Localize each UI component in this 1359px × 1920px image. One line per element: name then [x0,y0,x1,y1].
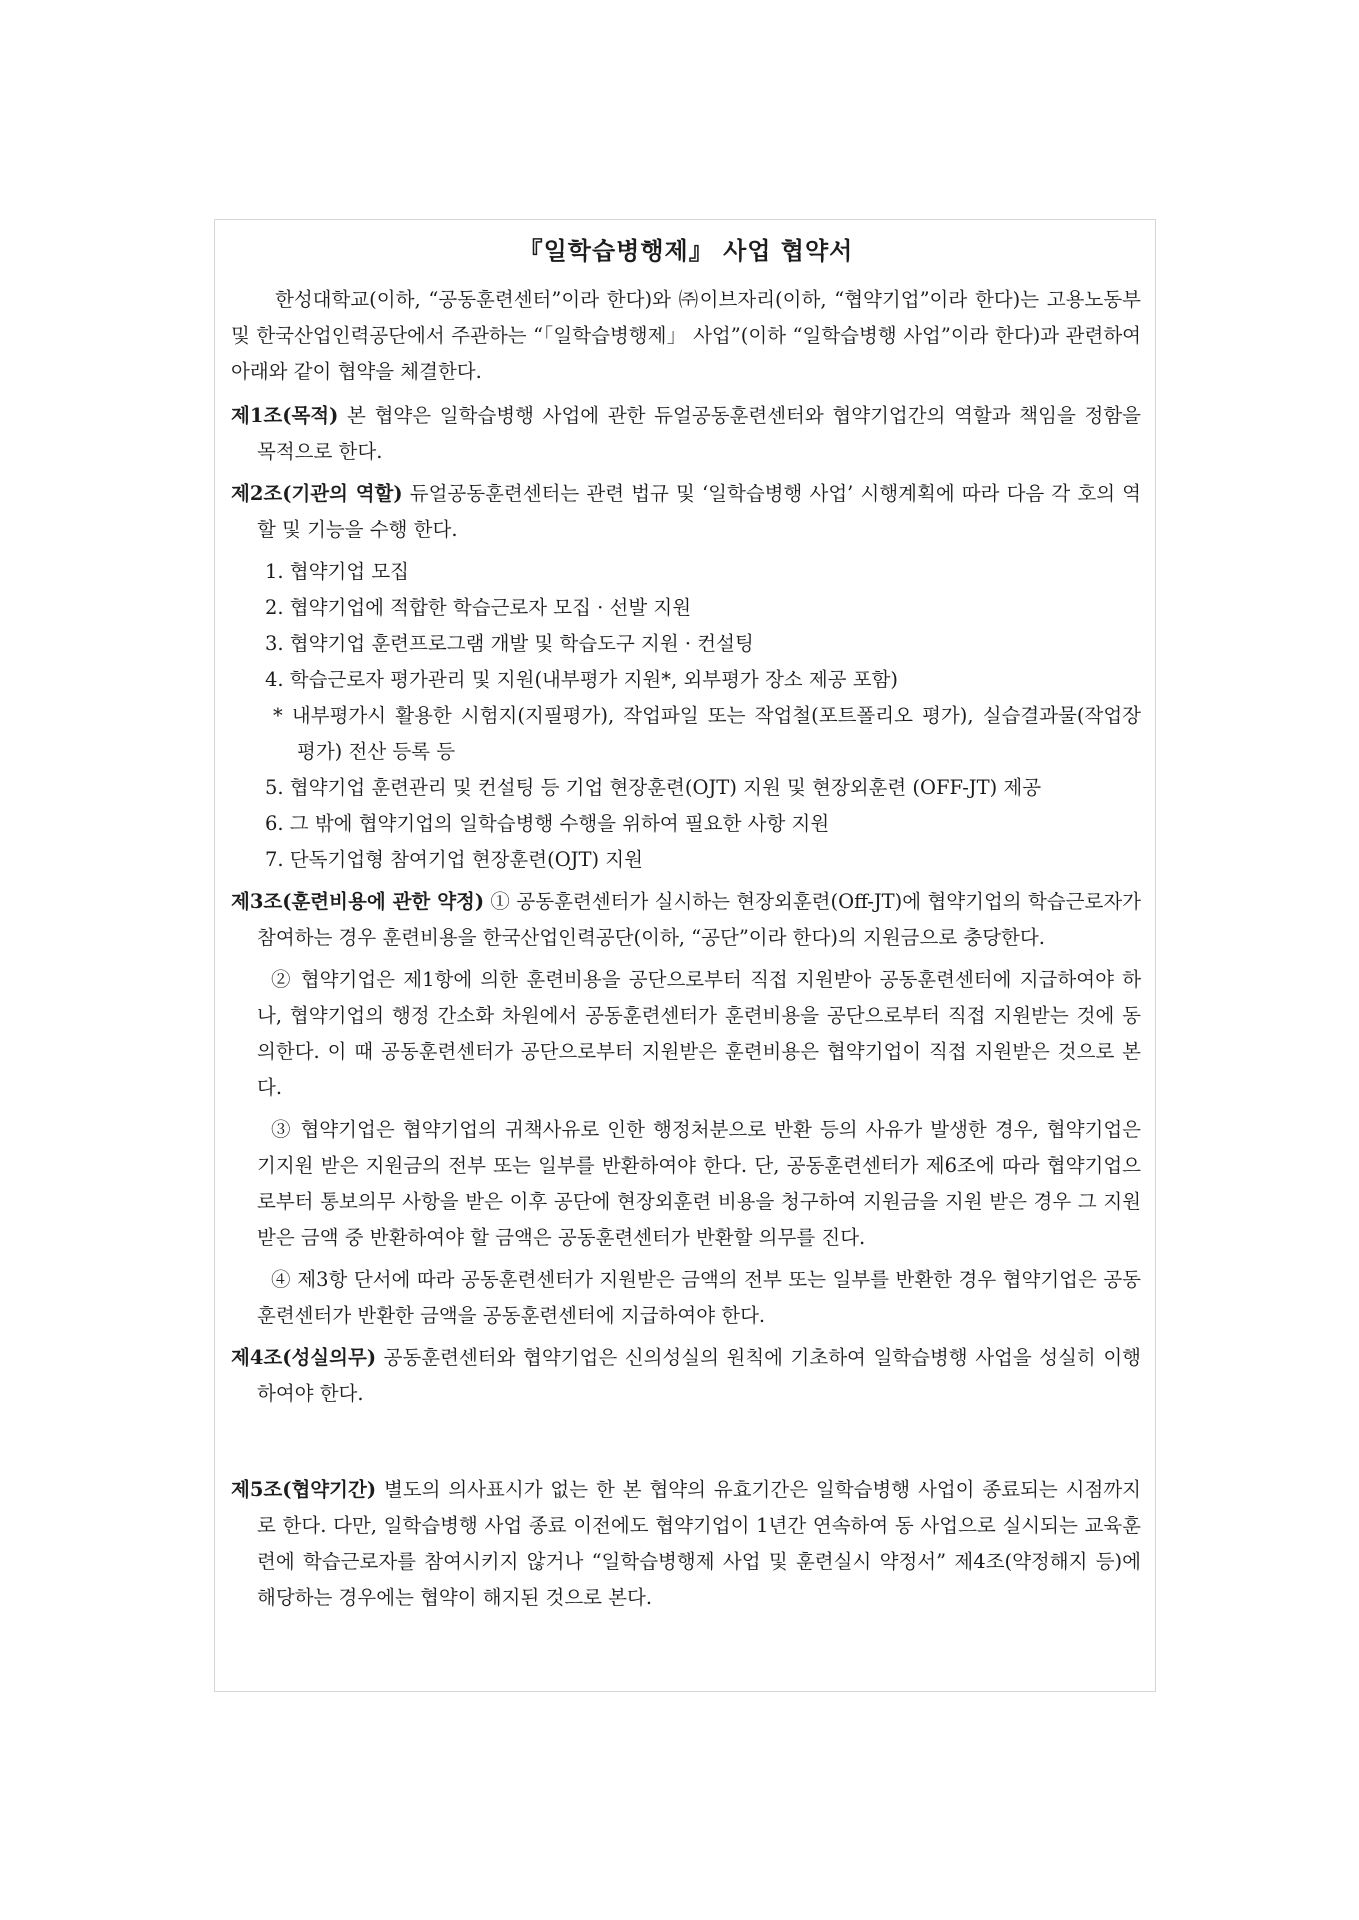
list-item: 3. 협약기업 훈련프로그램 개발 및 학습도구 지원 · 컨설팅 [265,632,754,655]
article-4-heading: 제4조(성실의무) [231,1346,377,1369]
agreement-document [214,219,1156,1692]
article-1-heading: 제1조(목적) [231,404,339,427]
article-1 [231,398,1141,470]
article-4 [231,1340,1141,1412]
article-2-body: 듀얼공동훈련센터는 관련 법규 및 ‘일학습병행 사업’ 시행계획에 따라 다음 각 호의 역할 및 기능을 수행 한다. [257,482,1141,541]
article-3-heading: 제3조(훈련비용에 관한 약정) [231,890,485,913]
article-3-body: ① 공동훈련센터가 실시하는 현장외훈련(Off-JT)에 협약기업의 학습근로자가 참여하는 경우 훈련비용을 한국산업인력공단(이하, “공단”이라 한다)의 지원금으로 충당한다. [257,890,1141,949]
list-item: 6. 그 밖에 협약기업의 일학습병행 수행을 위하여 필요한 사항 지원 [265,812,830,835]
article-4-body: 공동훈련센터와 협약기업은 신의성실의 원칙에 기초하여 일학습병행 사업을 성실히 이행하여야 한다. [257,1346,1141,1405]
list-item: 2. 협약기업에 적합한 학습근로자 모집 · 선발 지원 [265,596,692,619]
list-item: 1. 협약기업 모집 [265,560,410,583]
document-title: 『일학습병행제』 사업 협약서 [518,236,854,265]
article-2 [231,476,1141,548]
article-2-heading: 제2조(기관의 역할) [231,482,403,505]
list-item: 7. 단독기업형 참여기업 현장훈련(OJT) 지원 [265,848,643,871]
article-3-clause-4: ④ 제3항 단서에 따라 공동훈련센터가 지원받은 금액의 전부 또는 일부를 반환한 경우 협약기업은 공동훈련센터가 반환한 금액을 공동훈련센터에 지급하여야 한다. [257,1268,1141,1327]
article-1-body: 본 협약은 일학습병행 사업에 관한 듀얼공동훈련센터와 협약기업간의 역할과 책임을 정함을 목적으로 한다. [257,404,1141,463]
footnote-internal-evaluation: * 내부평가시 활용한 시험지(지필평가), 작업파일 또는 작업철(포트폴리오 평가), 실습결과물(작업장 평가) 전산 등록 등 [273,704,1141,763]
preamble-paragraph: 한성대학교(이하, “공동훈련센터”이라 한다)와 ㈜이브자리(이하, “협약기업”이라 한다)는 고용노동부 및 한국산업인력공단에서 주관하는 “「일학습병행제」 사업”(이하 “일학습병행 사업”이라 한다)과 관련하여 아래와 같이 협약을 체결한다. [231,288,1141,383]
article-5-heading: 제5조(협약기간) [231,1478,377,1501]
article-5 [231,1472,1141,1616]
list-item: 5. 협약기업 훈련관리 및 컨설팅 등 기업 현장훈련(OJT) 지원 및 현장외훈련 (OFF-JT) 제공 [265,776,1042,799]
list-item: 4. 학습근로자 평가관리 및 지원(내부평가 지원*, 외부평가 장소 제공 포함) [265,668,898,691]
article-5-body: 별도의 의사표시가 없는 한 본 협약의 유효기간은 일학습병행 사업이 종료되는 시점까지로 한다. 다만, 일학습병행 사업 종료 이전에도 협약기업이 1년간 연속하여 동 사업으로 실시되는 교육훈련에 학습근로자를 참여시키지 않거나 “일학습병행제 사업 및 훈련실시 약정서” 제4조(약정해지 등)에 해당하는 경우에는 협약이 해지된 것으로 본다. [257,1478,1141,1609]
article-3-clause-3: ③ 협약기업은 협약기업의 귀책사유로 인한 행정처분으로 반환 등의 사유가 발생한 경우, 협약기업은 기지원 받은 지원금의 전부 또는 일부를 반환하여야 한다. 단, 공동훈련센터가 제6조에 따라 협약기업으로부터 통보의무 사항을 받은 이후 공단에 현장외훈련 비용을 청구하여 지원금을 지원 받은 경우 그 지원 받은 금액 중 반환하여야 할 금액은 공동훈련센터가 반환할 의무를 진다. [257,1118,1141,1249]
article-3-clause-2: ② 협약기업은 제1항에 의한 훈련비용을 공단으로부터 직접 지원받아 공동훈련센터에 지급하여야 하나, 협약기업의 행정 간소화 차원에서 공동훈련센터가 훈련비용을 공단으로부터 직접 지원받는 것에 동의한다. 이 때 공동훈련센터가 공단으로부터 지원받은 훈련비용은 협약기업이 직접 지원받은 것으로 본다. [257,968,1141,1099]
article-2-role-list [231,554,1141,878]
article-3 [231,884,1141,956]
section-spacer [231,1418,1141,1472]
